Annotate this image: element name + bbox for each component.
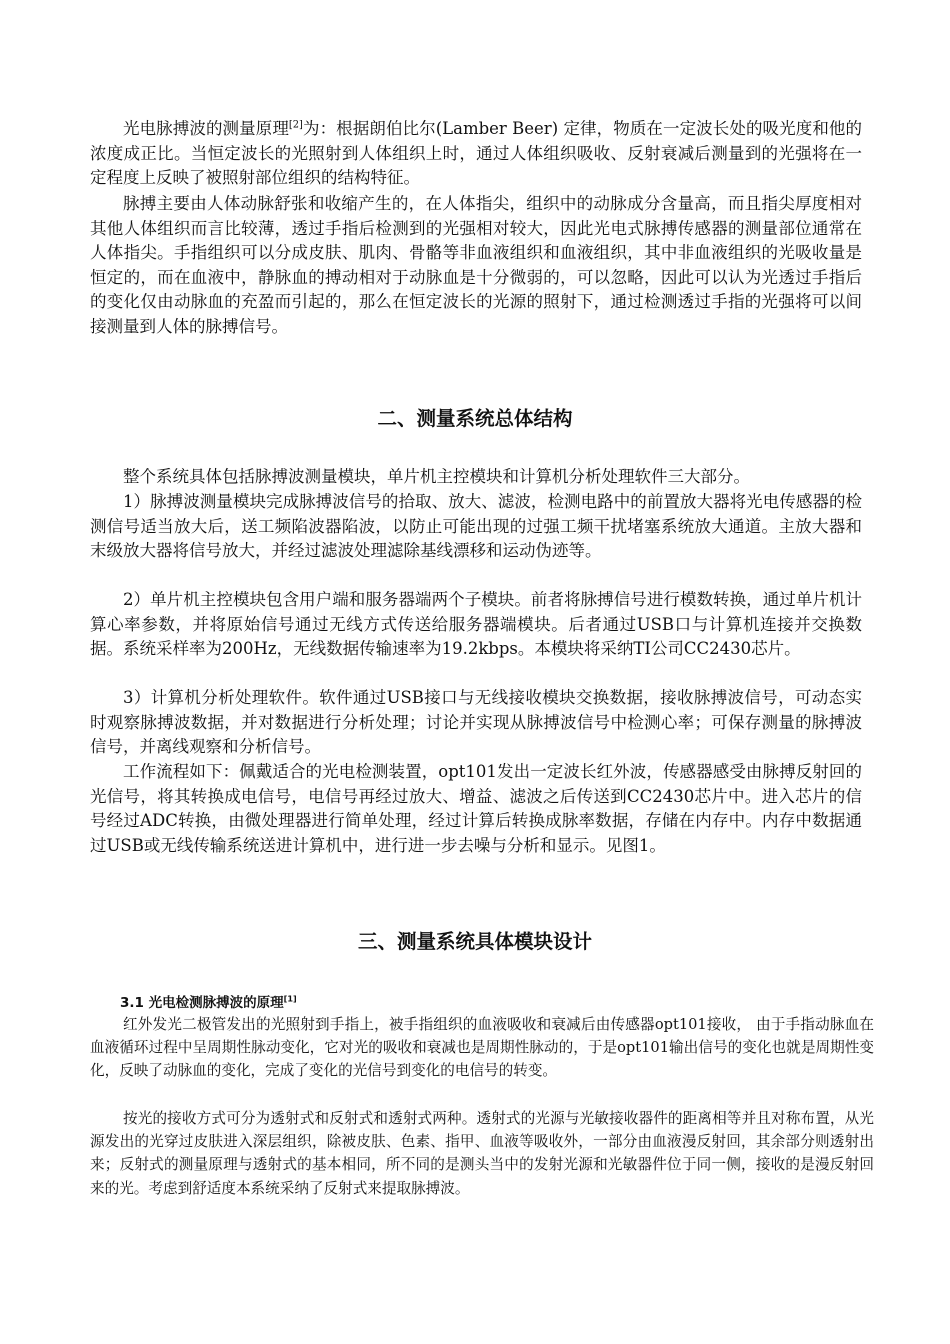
section-3-heading: 三、测量系统具体模块设计 — [357, 930, 592, 953]
intro-p1-text-after: 为：根据朗伯比尔(Lamber Beer) 定律，物质在一定波长处的吸光度和他的浓度成正比。当恒定波长的光照射到人体组织上时，通过人体组织吸收、反射衰减后测量到的光强将在一定程度上反映了被照射部位组织的结构特征。 — [90, 119, 862, 188]
section-3-paragraph-1: 红外发光二极管发出的光照射到手指上，被手指组织的血液吸收和衰减后由传感器opt101接收， 由于手指动脉血在血液循环过程中呈周期性脉动变化，它对光的吸收和衰减也是周期性脉动的，于是opt101输出信号的变化也就是周期性变化，反映了动脉血的变化，完成了变化的光信号到变化的电信号的转变。 — [90, 1016, 874, 1080]
intro-paragraph-1 — [90, 117, 862, 191]
section-2-paragraph-2: 1）脉搏波测量模块完成脉搏波信号的拾取、放大、滤波，检测电路中的前置放大器将光电传感器的检测信号适当放大后，送工频陷波器陷波，以防止可能出现的过强工频干扰堵塞系统放大通道。主放大器和末级放大器将信号放大，并经过滤波处理滤除基线漂移和运动伪迹等。 — [90, 492, 862, 561]
section-2-paragraph-4: 3）计算机分析处理软件。软件通过USB接口与无线接收模块交换数据，接收脉搏波信号，可动态实时观察脉搏波数据，并对数据进行分析处理；讨论并实现从脉搏波信号中检测心率；可保存测量的脉搏波信号，并离线观察和分析信号。 — [90, 688, 862, 757]
intro-p1-text-before: 光电脉搏波的测量原理 — [123, 119, 289, 138]
section-3-paragraph-2: 按光的接收方式可分为透射式和反射式和透射式两种。透射式的光源与光敏接收器件的距离相等并且对称布置，从光源发出的光穿过皮肤进入深层组织，除被皮肤、色素、指甲、血液等吸收外，一部分由血液漫反射回，其余部分则透射出来；反射式的测量原理与透射式的基本相同，所不同的是测头当中的发射光源和光敏器件位于同一侧，接收的是漫反射回来的光。考虑到舒适度本系统采纳了反射式来提取脉搏波。 — [90, 1110, 874, 1197]
citation-ref: [1] — [283, 993, 297, 1004]
section-2-paragraph-3: 2）单片机主控模块包含用户端和服务器端两个子模块。前者将脉搏信号进行模数转换，通过单片机计算心率参数，并将原始信号通过无线方式传送给服务器端模块。后者通过USB口与计算机连接并交换数据。系统采样率为200Hz，无线数据传输速率为19.2kbps。本模块将采纳TI公司CC2430芯片。 — [90, 590, 862, 659]
section-2-heading: 二、测量系统总体结构 — [377, 407, 573, 430]
intro-paragraph-2: 脉搏主要由人体动脉舒张和收缩产生的，在人体指尖，组织中的动脉成分含量高，而且指尖厚度相对其他人体组织而言比较薄，透过手指后检测到的光强相对较大，因此光电式脉搏传感器的测量部位通常在人体指尖。手指组织可以分成皮肤、肌肉、骨骼等非血液组织和血液组织，其中非血液组织的光吸收量是恒定的，而在血液中，静脉血的搏动相对于动脉血是十分微弱的，可以忽略，因此可以认为光透过手指后的变化仅由动脉血的充盈而引起的，那么在恒定波长的光源的照射下，通过检测透过手指的光强将可以间接测量到人体的脉搏信号。 — [90, 194, 862, 336]
subsection-3-1-title: 3.1 光电检测脉搏波的原理 — [120, 995, 284, 1011]
section-2-paragraph-1: 整个系统具体包括脉搏波测量模块，单片机主控模块和计算机分析处理软件三大部分。 — [123, 467, 750, 486]
section-2-paragraph-5: 工作流程如下：佩戴适合的光电检测装置，opt101发出一定波长红外波，传感器感受由脉搏反射回的光信号，将其转换成电信号，电信号再经过放大、增益、滤波之后传送到CC2430芯片中。进入芯片的信号经过ADC转换，由微处理器进行简单处理，经过计算后转换成脉率数据，存储在内存中。内存中数据通过USB或无线传输系统送进计算机中，进行进一步去噪与分析和显示。见图1。 — [90, 762, 862, 855]
citation-ref: [2] — [288, 119, 303, 131]
subsection-3-1-heading — [120, 991, 297, 1011]
